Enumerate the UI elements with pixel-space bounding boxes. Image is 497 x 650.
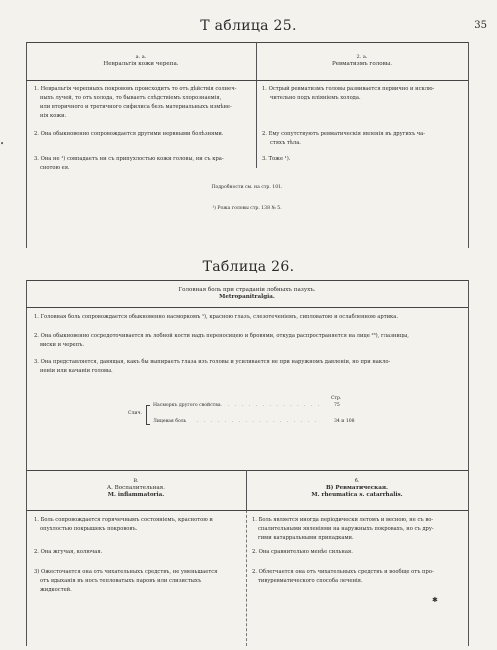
table26-left-line-6: жидкостей. <box>40 587 72 593</box>
table25-right-line-4: стяхъ тѣла. <box>270 140 301 146</box>
table26-line-2: 2. Она обыкновенно сосредоточивается въ лобной кости надъ переносицею и бровями, откуда распространяется на лице ²³), глазницы, <box>34 333 409 339</box>
table25-col-b-letter: 2. a. <box>356 54 368 60</box>
table26-col-a-header <box>26 478 246 499</box>
table26-line-1: 1. Головная боль сопровождается обыкновенно насморкомъ ¹), красною глазъ, слезотеченіемъ, сипловатою и ослабленною артика. <box>34 314 399 320</box>
table26-sub-row1-page: 75 <box>334 403 340 408</box>
table25-left-border <box>26 42 27 248</box>
table26-col-header-rule <box>26 510 468 511</box>
table26-col-b-header <box>246 478 468 499</box>
table26-right-line-4: 2. Она сравнительно менѣе сильная. <box>252 549 353 555</box>
table25-right-line-3: 2. Ему сопутствуютъ ревматическія явленія въ другихъ ча- <box>262 131 425 137</box>
table26-col-a-latin: M. inflammatoria. <box>107 492 165 498</box>
table25-left-line-5: 2. Она обыкновенно сопровождается другими нервными болѣзнями. <box>34 131 224 137</box>
table26-col-b-latin: M. rheumatica s. catarrhalis. <box>311 492 403 498</box>
table26-col-b-title: B) Ревматическая. <box>326 485 388 491</box>
table25-right-line-1: 1. Острый ревматизмъ головы развивается первично и исклю- <box>262 86 435 92</box>
table26-right-line-2: спалительными явленіями на наружныхъ покровахъ, но съ дру- <box>258 526 434 532</box>
table26-left-line-3: 2. Она жгучая, колючая. <box>34 549 103 555</box>
table25-left-line-6: 3. Она не ¹) совпадаетъ ни съ припухлостью кожи головы, ни съ кра- <box>34 156 224 162</box>
margin-mark: • <box>0 140 5 148</box>
table26-top-rule <box>26 280 468 281</box>
table26-header-rule <box>26 307 468 308</box>
table25-reference: Подробности см. на стр. 101. <box>211 185 283 190</box>
table26-col-a-letter: В. <box>133 478 139 484</box>
table26-title: Таблица 26. <box>202 259 295 275</box>
table25-col-a-title: Невральгія кожи черепа. <box>103 61 179 67</box>
table26-col-divider-dashed <box>246 510 247 646</box>
table25-right-line-2: чительно подъ вліяніемъ холода. <box>270 95 361 101</box>
table25-left-line-1: 1. Невральгія черепныхъ покрововъ происходитъ то отъ дѣйствія солнеч- <box>34 86 237 92</box>
table26-line-5: неніи или качаніи головы. <box>40 368 113 374</box>
table26-col-a-title: A. Воспалительная. <box>107 485 165 491</box>
table26-sub-row1: Насморкъ другого свойства <box>153 403 221 408</box>
table25-col-b-header <box>256 54 468 68</box>
table26-header-latin: Metropanitralgia. <box>219 294 275 300</box>
table26-right-line-1: 1. Боль является иногда періодически летомъ и весною, не съ во- <box>252 517 434 523</box>
table26-left-border <box>26 280 27 646</box>
table25-title: Т аблица 25. <box>200 18 297 34</box>
table26-left-line-5: отъ вдыханія въ носъ тепловатыхъ паровъ или слизистыхъ <box>40 578 202 584</box>
table26-sub-header: Стр. <box>331 396 342 401</box>
table26-right-line-5: 2. Облегчается она отъ чихательныхъ средствъ и вообще отъ про- <box>252 569 434 575</box>
table26-left-line-4: 3) Ожесточается она отъ чихательныхъ средствъ, не уменьшается <box>34 569 218 575</box>
table25-col-b-title: Ревматизмъ головы. <box>331 61 393 67</box>
table26-right-border <box>468 280 469 646</box>
table25-top-rule <box>26 42 468 43</box>
table26-header-title: Головная боль при страданіи лобныхъ пазухъ. <box>178 287 316 293</box>
table26-header <box>26 287 468 301</box>
table26-left-line-2: опухлостью покрышекъ покрововъ. <box>40 526 138 532</box>
table25-col-a-letter: a. a. <box>135 54 147 60</box>
table26-sub-row1-leader: . . . . . . . . . . . . . . . <box>221 403 322 408</box>
table26-sub-row2: Лицевая боль <box>153 419 187 424</box>
page-number: 35 <box>474 20 487 31</box>
table26-right-line-3: гими катарральными припадками. <box>258 535 354 541</box>
table26-sub-row2-page: 34 и 108 <box>334 419 355 424</box>
table25-right-line-5: 3. Тоже ¹). <box>262 156 291 162</box>
table26-sub-row2-leader: . . . . . . . . . . . . . . . . . . <box>197 419 319 424</box>
table25-left-line-2: ныхъ лучей, то отъ холода, то бываетъ слѣдствіемъ хлорознаемія, <box>40 95 222 101</box>
table25-left-line-7: снотою ея. <box>40 165 70 171</box>
table26-col-b-letter: б. <box>354 478 360 484</box>
table25-header-rule <box>26 80 468 81</box>
star-mark: ✱ <box>432 596 438 604</box>
table25-left-line-4: нія кожи. <box>40 113 67 119</box>
table25-footnote: ¹) Рожа головы стр. 138 № 5. <box>212 206 282 211</box>
table25-left-line-3: или вторичного и третичного сифилиса безъ материальныхъ измѣне- <box>40 104 232 110</box>
table26-line-4: 3. Она представляется, давящая, какъ бы выпираетъ глаза изъ головы и усиливается не при наружномъ давленіи, но при накло- <box>34 359 391 365</box>
table26-split-rule <box>26 470 468 471</box>
table26-left-line-1: 1. Боль сопровождается горячечнымъ состояніемъ, краснотою и <box>34 517 213 523</box>
table26-line-3: виски и черепъ. <box>40 342 85 348</box>
table25-col-a-header <box>26 54 256 68</box>
table26-sub-bracket <box>146 405 150 425</box>
table26-sub-left: Слич. <box>128 411 142 416</box>
table26-right-line-6: тивуревматического способа леченія. <box>258 578 363 584</box>
table25-right-border <box>468 42 469 248</box>
